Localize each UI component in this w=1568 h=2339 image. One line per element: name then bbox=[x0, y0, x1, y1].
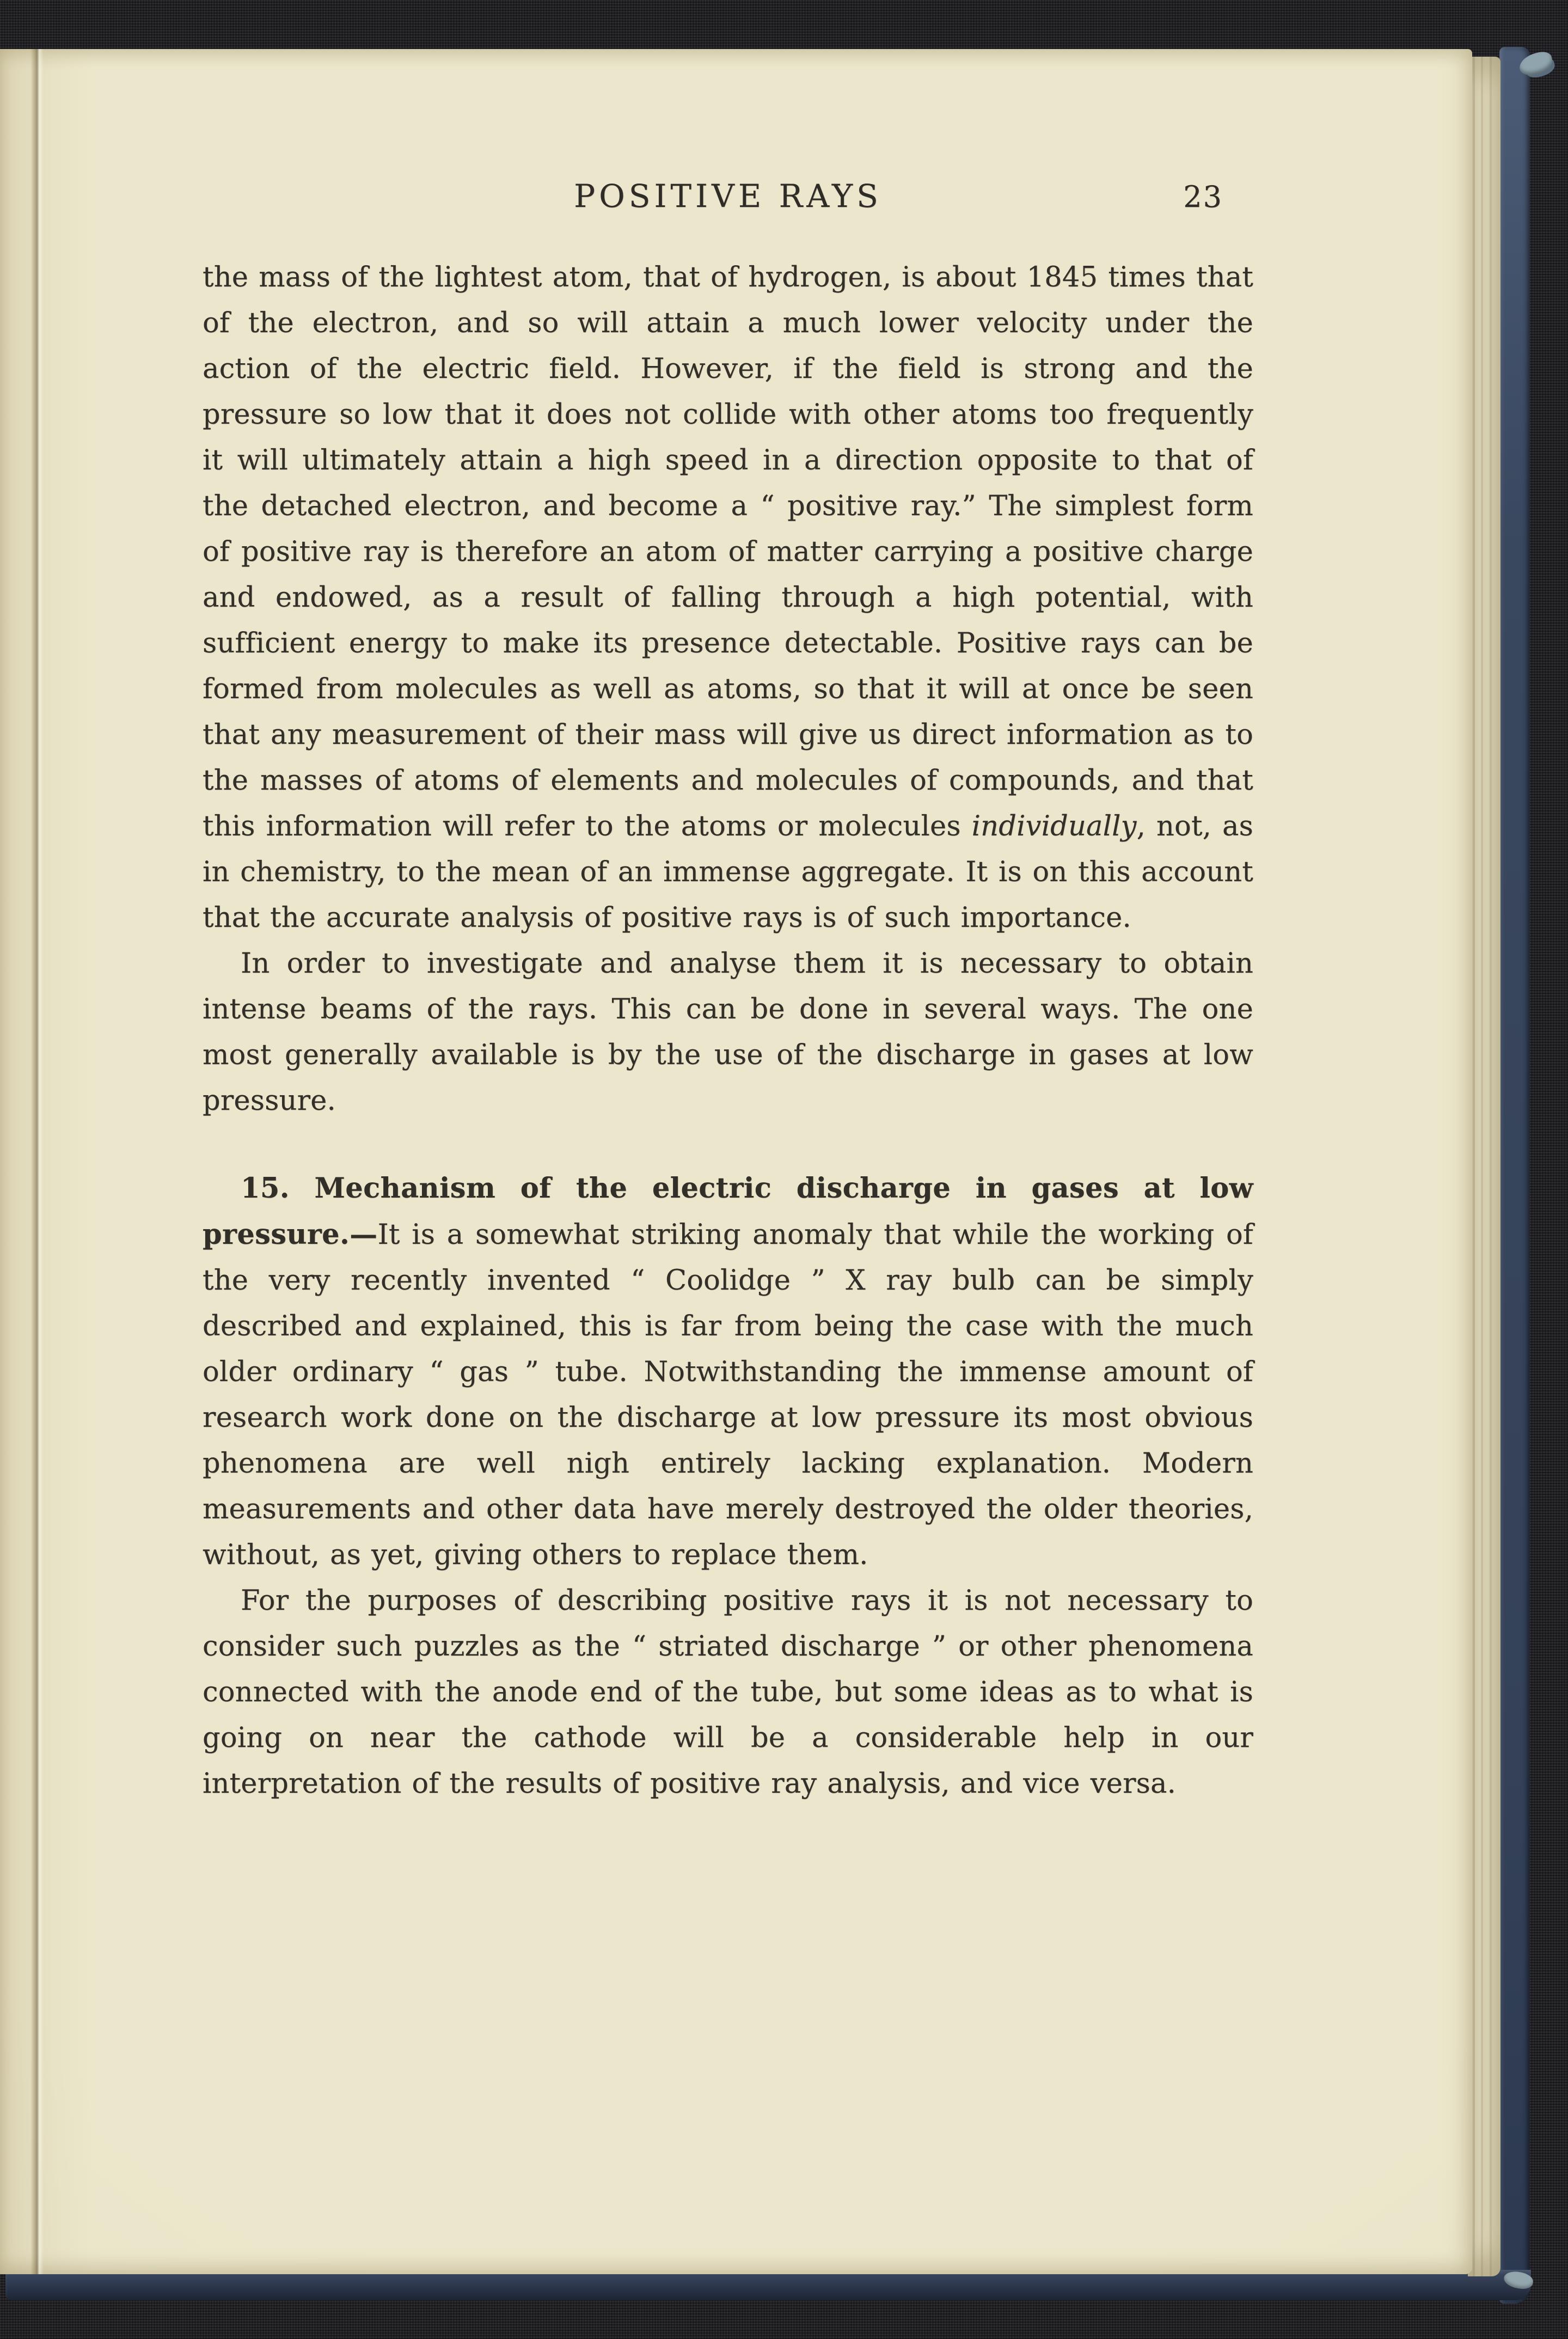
section-text: It is a somewhat striking anomaly that while the working of the very recently invented “ Coolidge ” X ray bulb can be simply described and explained, this is far from being the case with the much older ordinary “ gas ” tube. Notwithstanding the immense amount of research work done on the discharge at low pressure its most obvious phenomena are well nigh entirely lacking explanation. Modern measurements and other data have merely destroyed the older theories, without, as yet, giving others to replace them. bbox=[203, 1219, 1253, 1571]
running-header-title: POSITIVE RAYS bbox=[574, 178, 882, 215]
section-heading: 15. Mechanism of the electric discharge in gases at low pressure.— bbox=[203, 1172, 1253, 1251]
page-content bbox=[203, 178, 1253, 1807]
page-number: 23 bbox=[1183, 180, 1223, 214]
paragraph-describing-positive-rays: For the purposes of describing positive rays it is not necessary to consider such puzzles as the “ striated discharge ” or other phenomena connected with the anode end of the tube, but some ideas as to what is going on near the cathode will be a considerable help in our interpretation of the results of positive ray analysis, and vice versa. bbox=[203, 1585, 1253, 1800]
body-text bbox=[203, 255, 1253, 1807]
paragraph-investigate-rays: In order to investigate and analyse them it is necessary to obtain intense beams of the rays. This can be done in several ways. The one most generally available is by the use of the discharge in gases at low pressure. bbox=[203, 948, 1253, 1117]
gutter-shadow bbox=[0, 49, 93, 2274]
book-cover-edge-right bbox=[1499, 47, 1530, 2304]
book-cover-edge-bottom bbox=[5, 2270, 1531, 2300]
book-page bbox=[0, 49, 1472, 2274]
gutter-crease bbox=[30, 49, 44, 2274]
page-edges-stack bbox=[1468, 57, 1500, 2276]
paragraph-text: the mass of the lightest atom, that of hydrogen, is about 1845 times that of the electron, and so will attain a much lower velocity under the action of the electric field. However, if the field is strong and the pressure so low that it does not collide with other atoms too frequently it will ultimately attain a high speed in a direction opposite to that of the detached electron, and become a “ positive ray.” The simplest form of positive ray is therefore an atom of matter carrying a positive charge and endowed, as a result of falling through a high potential, with sufficient energy to make its presence detectable. Positive rays can be formed from molecules as well as atoms, so that it will at once be seen that any measurement of their mass will give us direct information as to the masses of atoms of elements and molecules of compounds, and that this information will refer to the atoms or molecules bbox=[203, 261, 1253, 842]
paragraph-text: , not, as in chemistry, to the mean of an immense aggregate. It is on this account that the accurate analysis of positive rays is of such importance. bbox=[203, 810, 1253, 934]
italic-word: individually bbox=[971, 810, 1137, 842]
paragraph-section-15 bbox=[203, 1165, 1253, 1578]
paragraph-mass-of-atom bbox=[203, 255, 1253, 941]
running-header bbox=[203, 178, 1253, 222]
